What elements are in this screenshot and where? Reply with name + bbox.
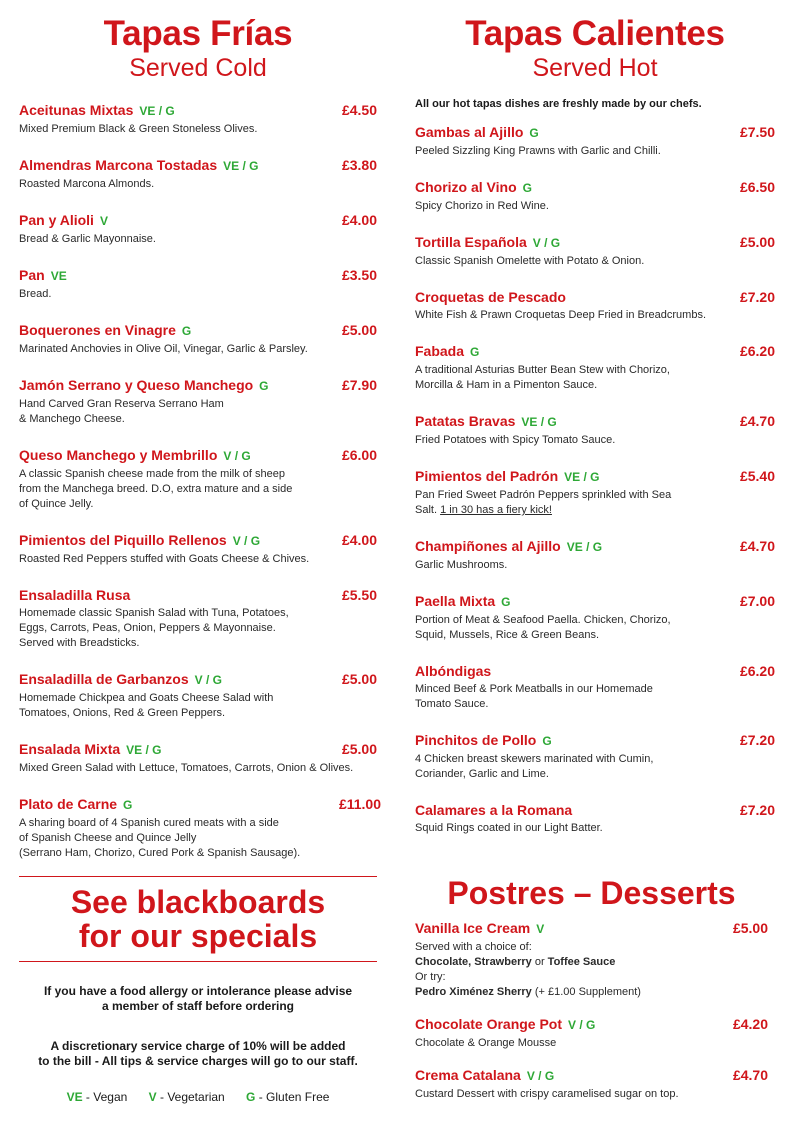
dietary-tag: V / G bbox=[232, 534, 261, 548]
cold-title: Tapas Frías bbox=[103, 14, 293, 53]
item-name: Champiñones al Ajillo bbox=[415, 538, 561, 554]
item-price: £4.70 bbox=[739, 413, 775, 429]
item-name-line bbox=[19, 212, 377, 230]
item-description-text: A classic Spanish cheese made from the milk of sheep from the Manchega breed. D.O, extra mature and a side of Quince Jelly. bbox=[19, 468, 293, 510]
item-price: £4.70 bbox=[739, 538, 775, 554]
item-price: £5.00 bbox=[341, 741, 377, 757]
item-description-text: Marinated Anchovies in Olive Oil, Vinegar, Garlic & Parsley. bbox=[19, 343, 308, 355]
item-name-line bbox=[19, 322, 377, 340]
item-name: Croquetas de Pescado bbox=[415, 289, 566, 305]
item-description bbox=[19, 342, 377, 357]
hot-title: Tapas Calientes bbox=[465, 14, 725, 53]
item-description-text: Garlic Mushrooms. bbox=[415, 559, 508, 571]
menu-item bbox=[415, 663, 775, 712]
item-name: Crema Catalana bbox=[415, 1067, 521, 1083]
legend-gluten-free bbox=[246, 1090, 329, 1104]
item-price: £4.70 bbox=[732, 1067, 768, 1083]
item-price: £7.20 bbox=[739, 732, 775, 748]
item-description bbox=[415, 199, 775, 214]
item-description bbox=[19, 761, 377, 776]
item-description-text: Squid Rings coated in our Light Batter. bbox=[415, 822, 603, 834]
item-description bbox=[415, 558, 775, 573]
item-name: Pinchitos de Pollo bbox=[415, 732, 537, 748]
item-description bbox=[415, 821, 775, 836]
item-name-line bbox=[415, 343, 775, 361]
dietary-tag: VE / G bbox=[139, 104, 175, 118]
legend-label: - Vegan bbox=[82, 1090, 128, 1104]
item-name: Paella Mixta bbox=[415, 593, 496, 609]
desserts-title: Postres – Desserts bbox=[447, 875, 736, 911]
item-name-line bbox=[19, 447, 377, 465]
item-description-text: Spicy Chorizo in Red Wine. bbox=[415, 200, 549, 212]
item-description-text: Custard Dessert with crispy caramelised sugar on top. bbox=[415, 1088, 679, 1100]
item-description-text: A sharing board of 4 Spanish cured meats with a side of Spanish Cheese and Quince Jelly (Serrano Ham, Chorizo, Cured Pork & Spanish Sausage). bbox=[19, 817, 301, 859]
menu-item bbox=[19, 157, 377, 192]
item-description bbox=[415, 363, 775, 393]
item-name: Jamón Serrano y Queso Manchego bbox=[19, 377, 254, 393]
menu-item bbox=[415, 343, 775, 393]
item-name-line bbox=[415, 593, 775, 611]
item-name: Boquerones en Vinagre bbox=[19, 322, 176, 338]
item-description-text: Peeled Sizzling King Prawns with Garlic and Chilli. bbox=[415, 145, 661, 157]
item-description-text: A traditional Asturias Butter Bean Stew with Chorizo, Morcilla & Ham in a Pimenton Sauce. bbox=[415, 364, 670, 391]
item-name-line bbox=[19, 671, 377, 689]
menu-item bbox=[415, 124, 775, 159]
item-description-text: Bread. bbox=[19, 288, 52, 300]
item-description bbox=[415, 682, 775, 712]
item-description bbox=[19, 287, 377, 302]
legend-code: G bbox=[246, 1090, 256, 1104]
item-description-text: Classic Spanish Omelette with Potato & Onion. bbox=[415, 255, 645, 267]
dietary-tag: V / G bbox=[532, 236, 561, 250]
item-description bbox=[19, 177, 377, 192]
item-description-text: Mixed Premium Black & Green Stoneless Olives. bbox=[19, 123, 258, 135]
specials-box bbox=[19, 876, 377, 1069]
item-price: £5.00 bbox=[732, 920, 768, 936]
menu-item bbox=[415, 538, 775, 573]
item-name: Vanilla Ice Cream bbox=[415, 920, 531, 936]
hot-items-list bbox=[415, 124, 775, 836]
item-description bbox=[415, 488, 775, 518]
menu-item bbox=[415, 732, 775, 782]
menu-item bbox=[415, 468, 775, 518]
item-description-text: White Fish & Prawn Croquetas Deep Fried in Breadcrumbs. bbox=[415, 309, 707, 321]
menu-item bbox=[415, 179, 775, 214]
item-name-line bbox=[415, 920, 768, 938]
item-name-line bbox=[415, 802, 775, 819]
specials-divider bbox=[19, 961, 377, 962]
item-name-line bbox=[415, 1067, 768, 1085]
item-description-text: Portion of Meat & Seafood Paella. Chicken, Chorizo, Squid, Mussels, Rice & Green Beans. bbox=[415, 614, 671, 641]
dietary-tag: G bbox=[529, 126, 539, 140]
item-name: Ensalada Mixta bbox=[19, 741, 121, 757]
dietary-tag: G bbox=[259, 379, 269, 393]
item-description-text: Minced Beef & Pork Meatballs in our Homemade Tomato Sauce. bbox=[415, 683, 653, 710]
dietary-tag: V bbox=[536, 922, 545, 936]
menu-item bbox=[415, 289, 775, 323]
menu-item bbox=[415, 1067, 768, 1102]
item-description bbox=[19, 691, 377, 721]
dietary-tag: V / G bbox=[568, 1018, 596, 1032]
menu-item bbox=[19, 587, 377, 651]
item-name-line bbox=[415, 234, 775, 252]
item-description-text: Roasted Red Peppers stuffed with Goats Cheese & Chives. bbox=[19, 553, 310, 565]
dietary-tag: G bbox=[123, 798, 133, 812]
hot-tapas-section bbox=[415, 14, 775, 836]
dietary-tag: VE / G bbox=[521, 415, 557, 429]
item-name: Queso Manchego y Membrillo bbox=[19, 447, 218, 463]
item-name-line bbox=[19, 102, 377, 120]
item-description-text: Chocolate & Orange Mousse bbox=[415, 1037, 557, 1049]
desserts-section bbox=[415, 874, 768, 1102]
item-description bbox=[415, 254, 775, 269]
vanilla-or-try: Or try: bbox=[415, 971, 446, 983]
item-description bbox=[415, 940, 768, 1000]
item-description bbox=[19, 552, 377, 567]
item-price: £3.50 bbox=[341, 267, 377, 283]
hot-subtitle: Served Hot bbox=[532, 54, 658, 82]
item-name-line bbox=[19, 796, 377, 814]
item-price: £7.20 bbox=[739, 289, 775, 305]
item-name: Tortilla Española bbox=[415, 234, 527, 250]
menu-item bbox=[19, 532, 377, 567]
item-price: £7.90 bbox=[341, 377, 377, 393]
legend-code: VE bbox=[66, 1090, 83, 1104]
item-name-line bbox=[415, 289, 775, 306]
item-description-text: Mixed Green Salad with Lettuce, Tomatoes, Carrots, Onion & Olives. bbox=[19, 762, 354, 774]
dietary-tag: V / G bbox=[526, 1069, 555, 1083]
item-price: £5.40 bbox=[739, 468, 775, 484]
item-price: £6.20 bbox=[739, 663, 775, 679]
legend-label: - Vegetarian bbox=[156, 1090, 225, 1104]
item-description bbox=[415, 752, 775, 782]
item-name: Chocolate Orange Pot bbox=[415, 1016, 563, 1032]
item-name: Pimientos del Padrón bbox=[415, 468, 559, 484]
menu-item bbox=[415, 1016, 768, 1051]
item-name-line bbox=[415, 732, 775, 750]
menu-item bbox=[19, 447, 377, 512]
allergy-notice: If you have a food allergy or intolerance please advise a member of staff before ordering bbox=[43, 984, 353, 1013]
menu-item bbox=[19, 322, 377, 357]
item-description bbox=[19, 397, 377, 427]
item-description bbox=[415, 1087, 768, 1102]
item-description-text: Roasted Marcona Almonds. bbox=[19, 178, 155, 190]
item-price: £7.20 bbox=[739, 802, 775, 818]
specials-title-line1: See blackboards bbox=[70, 884, 326, 920]
item-description-text: Hand Carved Gran Reserva Serrano Ham & Manchego Cheese. bbox=[19, 398, 224, 425]
menu-item bbox=[19, 796, 381, 861]
item-price: £7.00 bbox=[739, 593, 775, 609]
item-price: £6.20 bbox=[739, 343, 775, 359]
item-name: Ensaladilla Rusa bbox=[19, 587, 131, 603]
dietary-tag: VE bbox=[50, 269, 67, 283]
item-name-line bbox=[415, 663, 775, 680]
legend-code: V bbox=[148, 1090, 157, 1104]
cold-tapas-section bbox=[19, 14, 381, 861]
menu-item bbox=[415, 802, 775, 836]
item-name: Gambas al Ajillo bbox=[415, 124, 524, 140]
dietary-legend bbox=[19, 1090, 377, 1104]
item-name-line bbox=[19, 157, 377, 175]
item-description-highlight: 1 in 30 has a fiery kick! bbox=[440, 504, 552, 516]
dessert-items-list bbox=[415, 1016, 768, 1102]
item-name: Chorizo al Vino bbox=[415, 179, 517, 195]
item-description bbox=[19, 232, 377, 247]
menu-item bbox=[415, 920, 768, 1000]
item-description bbox=[415, 144, 775, 159]
item-description bbox=[19, 122, 377, 137]
item-name-line bbox=[19, 532, 377, 550]
dietary-tag: VE / G bbox=[566, 540, 603, 554]
item-price: £4.50 bbox=[341, 102, 377, 118]
item-name-line bbox=[415, 179, 775, 197]
item-name-line bbox=[19, 377, 377, 395]
item-description-text: 4 Chicken breast skewers marinated with Cumin, Coriander, Garlic and Lime. bbox=[415, 753, 654, 780]
legend-label: - Gluten Free bbox=[255, 1090, 330, 1104]
specials-title bbox=[19, 885, 377, 953]
item-description bbox=[415, 613, 775, 643]
item-price: £5.50 bbox=[341, 587, 377, 603]
item-name-line bbox=[415, 538, 775, 556]
item-price: £4.00 bbox=[341, 532, 377, 548]
item-name-line bbox=[415, 124, 775, 142]
vanilla-toffee: Toffee Sauce bbox=[547, 956, 616, 968]
cold-items-list bbox=[19, 102, 381, 861]
dietary-tag: G bbox=[470, 345, 480, 359]
vanilla-intro: Served with a choice of: bbox=[415, 941, 532, 953]
vanilla-or: or bbox=[531, 956, 548, 968]
specials-title-line2: for our specials bbox=[78, 918, 318, 954]
item-name: Fabada bbox=[415, 343, 465, 359]
item-name-line bbox=[19, 741, 377, 759]
menu-item bbox=[19, 267, 377, 302]
menu-item bbox=[415, 234, 775, 269]
item-name-line bbox=[415, 413, 775, 431]
item-description bbox=[19, 606, 377, 651]
item-name-line bbox=[415, 1016, 768, 1034]
item-name: Plato de Carne bbox=[19, 796, 118, 812]
dietary-tag: V bbox=[99, 214, 108, 228]
item-description-text: Homemade classic Spanish Salad with Tuna, Potatoes, Eggs, Carrots, Peas, Onion, Peppers & Mayonnaise. Served with Breadsticks. bbox=[19, 607, 289, 649]
item-price: £5.00 bbox=[739, 234, 775, 250]
item-name-line bbox=[19, 587, 377, 604]
item-name: Pan y Alioli bbox=[19, 212, 94, 228]
hot-note: All our hot tapas dishes are freshly made by our chefs. bbox=[415, 98, 702, 110]
cold-subtitle: Served Cold bbox=[129, 54, 267, 82]
menu-item bbox=[415, 413, 775, 448]
menu-item bbox=[19, 671, 377, 721]
item-description bbox=[19, 816, 377, 861]
item-description-text: Homemade Chickpea and Goats Cheese Salad with Tomatoes, Onions, Red & Green Peppers. bbox=[19, 692, 274, 719]
item-description-text: Bread & Garlic Mayonnaise. bbox=[19, 233, 156, 245]
item-name: Patatas Bravas bbox=[415, 413, 516, 429]
item-name: Almendras Marcona Tostadas bbox=[19, 157, 218, 173]
vanilla-px-extra: (+ £1.00 Supplement) bbox=[531, 986, 641, 998]
item-price: £6.00 bbox=[341, 447, 377, 463]
item-price: £4.20 bbox=[732, 1016, 768, 1032]
item-name: Calamares a la Romana bbox=[415, 802, 573, 818]
item-description bbox=[415, 308, 775, 323]
dietary-tag: VE / G bbox=[126, 743, 162, 757]
dietary-tag: G bbox=[522, 181, 532, 195]
item-price: £3.80 bbox=[341, 157, 377, 173]
dietary-tag: V / G bbox=[194, 673, 222, 687]
item-price: £5.00 bbox=[341, 322, 377, 338]
item-name: Ensaladilla de Garbanzos bbox=[19, 671, 189, 687]
dietary-tag: VE / G bbox=[564, 470, 600, 484]
item-name: Aceitunas Mixtas bbox=[19, 102, 134, 118]
item-description bbox=[415, 433, 775, 448]
item-price: £11.00 bbox=[338, 796, 381, 812]
item-price: £5.00 bbox=[341, 671, 377, 687]
dietary-tag: G bbox=[181, 324, 192, 338]
item-name-line bbox=[19, 267, 377, 285]
item-description-text: Pan Fried Sweet Padrón Peppers sprinkled with Sea Salt. bbox=[415, 489, 672, 516]
dietary-tag: V / G bbox=[223, 449, 251, 463]
menu-item bbox=[19, 102, 377, 137]
dietary-tag: G bbox=[501, 595, 511, 609]
menu-item bbox=[19, 212, 377, 247]
legend-vegan bbox=[67, 1090, 128, 1104]
menu-item bbox=[19, 741, 377, 776]
vanilla-sauce-choice: Chocolate, Strawberry bbox=[415, 956, 532, 968]
menu-item bbox=[415, 593, 775, 643]
item-description-text: Fried Potatoes with Spicy Tomato Sauce. bbox=[415, 434, 616, 446]
item-price: £7.50 bbox=[739, 124, 775, 140]
dietary-tag: G bbox=[542, 734, 552, 748]
item-price: £6.50 bbox=[739, 179, 775, 195]
vanilla-px: Pedro Ximénez Sherry bbox=[415, 986, 532, 998]
dietary-tag: VE / G bbox=[223, 159, 259, 173]
item-name-line bbox=[415, 468, 775, 486]
item-name: Pimientos del Piquillo Rellenos bbox=[19, 532, 227, 548]
item-price: £4.00 bbox=[341, 212, 377, 228]
service-charge-notice: A discretionary service charge of 10% will be added to the bill - All tips & service charges will go to our staff. bbox=[38, 1039, 358, 1068]
item-name: Pan bbox=[19, 267, 45, 283]
menu-item bbox=[19, 377, 377, 427]
item-description bbox=[415, 1036, 768, 1051]
legend-vegetarian bbox=[149, 1090, 225, 1104]
item-name: Albóndigas bbox=[415, 663, 492, 679]
item-description bbox=[19, 467, 377, 512]
